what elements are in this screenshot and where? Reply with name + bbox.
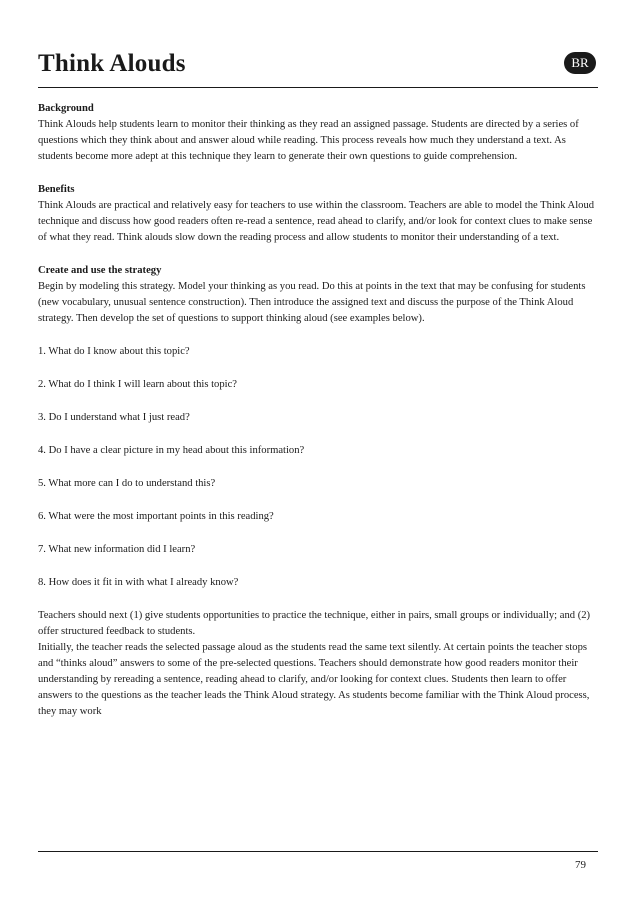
closing-line-2: Initially, the teacher reads the selected passage aloud as the students read the same text silently. At certain points the teacher stops and “thinks aloud” answers to some of the pre-selected questions. Teachers should demonstrate how good readers monitor their understanding by rereading a sentence, reading ahead to clarify, and/or looking for context clues. Students then learn to offer answers to the questions as the teacher leads the Think Aloud strategy. As students become familiar with the Think Aloud process, they may work xyxy=(38,642,590,717)
footer-divider xyxy=(38,851,598,852)
background-section xyxy=(38,101,600,165)
question-item: 7. What new information did I learn? xyxy=(38,544,196,555)
strategy-text: Begin by modeling this strategy. Model your thinking as you read. Do this at points in the text that may be confusing for students (new vocabulary, unusual sentence construction). Then introduce the assigned text and discuss the purpose of the Think Aloud strategy. Then develop the set of questions to support thinking aloud (see examples below). xyxy=(38,281,586,324)
benefits-section xyxy=(38,182,600,246)
header-divider xyxy=(38,87,598,88)
question-item: 1. What do I know about this topic? xyxy=(38,346,190,357)
page-number: 79 xyxy=(575,859,586,871)
background-text: Think Alouds help students learn to monitor their thinking as they read an assigned passage. Students are directed by a series of questions which they think about and answer aloud while reading. This process reveals how much they understand a text. As students become more adept at this technique they learn to generate their own questions to guide comprehension. xyxy=(38,119,579,162)
question-item: 4. Do I have a clear picture in my head about this information? xyxy=(38,445,305,456)
page-title: Think Alouds xyxy=(38,50,186,77)
question-item: 8. How does it fit in with what I already know? xyxy=(38,577,239,588)
page-header xyxy=(38,50,598,90)
strategy-section xyxy=(38,263,600,327)
question-item: 6. What were the most important points in this reading? xyxy=(38,511,274,522)
section-badge: BR xyxy=(564,52,596,74)
strategy-heading: Create and use the strategy xyxy=(38,265,162,276)
benefits-text: Think Alouds are practical and relatively easy for teachers to use within the classroom. Teachers are able to model the Think Aloud technique and discuss how good readers often re-read a sentence, read ahead to clarify, and/or look for context clues to make sense of what they read. Think alouds slow down the reading process and allow students to monitor their understanding of a text. xyxy=(38,200,595,243)
question-item: 3. Do I understand what I just read? xyxy=(38,412,190,423)
document-body xyxy=(38,101,600,737)
background-heading: Background xyxy=(38,103,94,114)
benefits-heading: Benefits xyxy=(38,184,75,195)
closing-line-1: Teachers should next (1) give students opportunities to practice the technique, either in pairs, small groups or individually; and (2) offer structured feedback to students. xyxy=(38,610,591,637)
question-item: 2. What do I think I will learn about this topic? xyxy=(38,379,237,390)
question-item: 5. What more can I do to understand this? xyxy=(38,478,216,489)
closing-paragraph xyxy=(38,608,600,720)
